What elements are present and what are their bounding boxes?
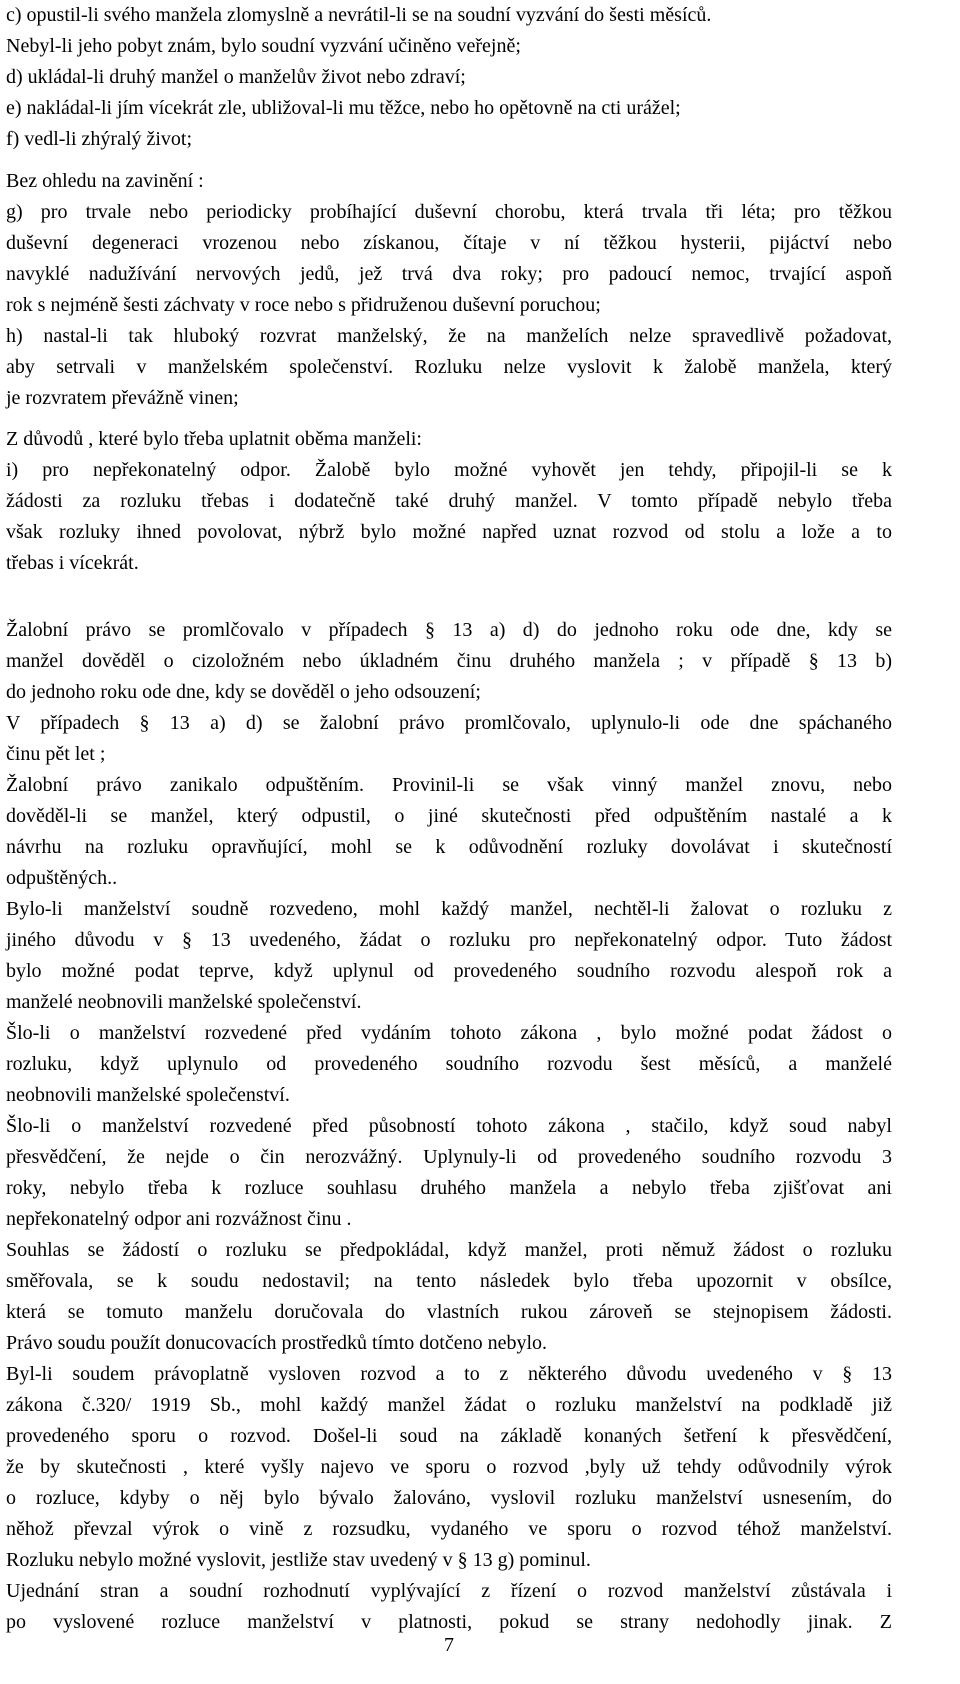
text-line: Žalobní právo zanikalo odpuštěním. Provinil-li se však vinný manžel znovu, nebo bbox=[6, 774, 892, 796]
text-line: manžel dověděl o cizoložném nebo úkladném činu druhého manžela ; v případě § 13 b) bbox=[6, 650, 892, 672]
text-line: přesvědčení, že nejde o čin nerozvážný. Uplynuly-li od provedeného soudního rozvodu 3 bbox=[6, 1146, 892, 1168]
page-number: 7 bbox=[444, 1634, 454, 1656]
text-line: bylo možné podat teprve, když uplynul od provedeného soudního rozvodu alespoň rok a bbox=[6, 960, 892, 982]
text-line: Šlo-li o manželství rozvedené před vydáním tohoto zákona , bylo možné podat žádost o bbox=[6, 1022, 892, 1044]
text-line: rok s nejméně šesti záchvaty v roce nebo s přidruženou duševní poruchou; bbox=[6, 294, 601, 316]
text-line: Byl-li soudem právoplatně vysloven rozvod a to z některého důvodu uvedeného v § 13 bbox=[6, 1363, 892, 1385]
text-line: jiného důvodu v § 13 uvedeného, žádat o rozluku pro nepřekonatelný odpor. Tuto žádost bbox=[6, 929, 892, 951]
text-line: odpuštěných.. bbox=[6, 867, 118, 889]
text-line: neobnovili manželské společenství. bbox=[6, 1084, 290, 1106]
text-line: dověděl-li se manžel, který odpustil, o jiné skutečnosti před odpuštěním nastalé a k bbox=[6, 805, 892, 827]
grounds-both-spouses bbox=[6, 424, 892, 579]
text-line: d) ukládal-li druhý manžel o manželův život nebo zdraví; bbox=[6, 66, 466, 88]
text-line: rozluku, když uplynulo od provedeného soudního rozvodu šest měsíců, a manželé bbox=[6, 1053, 892, 1075]
text-line: směřovala, se k soudu nedostavil; na tento následek bylo třeba upozornit v obsílce, bbox=[6, 1270, 892, 1292]
text-line: h) nastal-li tak hluboký rozvrat manželský, že na manželích nelze spravedlivě požadovat, bbox=[6, 325, 892, 347]
text-line: roky, nebylo třeba k rozluce souhlasu druhého manžela a nebylo třeba zjišťovat ani bbox=[6, 1177, 892, 1199]
text-line: o rozluce, kdyby o něj bylo bývalo žalováno, vyslovil rozluku manželství usnesením, do bbox=[6, 1487, 892, 1509]
text-line: navyklé nadužívání nervových jedů, jež trvá dva roky; pro padoucí nemoc, trvající aspoň bbox=[6, 263, 892, 285]
text-line: duševní degeneraci vrozenou nebo získanou, čítaje v ní těžkou hysterii, pijáctví nebo bbox=[6, 232, 892, 254]
text-line: g) pro trvale nebo periodicky probíhající duševní chorobu, která trvala tři léta; pro těžkou bbox=[6, 201, 892, 223]
grounds-list-c-f bbox=[6, 0, 892, 155]
text-line: Nebyl-li jeho pobyt znám, bylo soudní vyzvání učiněno veřejně; bbox=[6, 35, 521, 57]
grounds-without-fault bbox=[6, 166, 892, 414]
text-line: c) opustil-li svého manžela zlomyslně a nevrátil-li se na soudní vyzvání do šesti měsíců. bbox=[6, 4, 712, 26]
text-line: nepřekonatelný odpor ani rozvážnost činu . bbox=[6, 1208, 352, 1230]
text-line: manželé neobnovili manželské společenství. bbox=[6, 991, 362, 1013]
text-line: Bylo-li manželství soudně rozvedeno, mohl každý manžel, nechtěl-li žalovat o rozluku z bbox=[6, 898, 892, 920]
text-line: V případech § 13 a) d) se žalobní právo promlčovalo, uplynulo-li ode dne spáchaného bbox=[6, 712, 892, 734]
text-line: Právo soudu použít donucovacích prostředků tímto dotčeno nebylo. bbox=[6, 1332, 548, 1354]
text-line: Souhlas se žádostí o rozluku se předpokládal, když manžel, proti němuž žádost o rozluku bbox=[6, 1239, 892, 1261]
text-line: po vyslovené rozluce manželství v platnosti, pokud se strany nedohodly jinak. Z bbox=[6, 1611, 892, 1633]
text-line: Rozluku nebylo možné vyslovit, jestliže stav uvedený v § 13 g) pominul. bbox=[6, 1549, 591, 1571]
text-line: do jednoho roku ode dne, kdy se dověděl o jeho odsouzení; bbox=[6, 681, 481, 703]
text-line: aby setrvali v manželském společenství. Rozluku nelze vyslovit k žalobě manžela, který bbox=[6, 356, 892, 378]
section-heading: Z důvodů , které bylo třeba uplatnit oběma manželi: bbox=[6, 428, 422, 450]
text-line: která se tomuto manželu doručovala do vlastních rukou zároveň se stejnopisem žádosti. bbox=[6, 1301, 892, 1323]
text-line: návrhu na rozluku opravňující, mohl se k odůvodnění rozluky dovolávat i skutečností bbox=[6, 836, 892, 858]
text-line: něhož převzal výrok o vině z rozsudku, vydaného ve sporu o rozvod téhož manželství. bbox=[6, 1518, 892, 1540]
text-line: žádosti za rozluku třebas i dodatečně také druhý manžel. V tomto případě nebylo třeba bbox=[6, 490, 892, 512]
text-line: je rozvratem převážně vinen; bbox=[6, 387, 239, 409]
text-line: Ujednání stran a soudní rozhodnutí vyplývající z řízení o rozvod manželství zůstávala i bbox=[6, 1580, 892, 1602]
text-line: třebas i vícekrát. bbox=[6, 552, 139, 574]
document-page bbox=[6, 0, 896, 1684]
text-line: provedeného sporu o rozvod. Došel-li soud na základě konaných šetření k přesvědčení, bbox=[6, 1425, 892, 1447]
section-heading: Bez ohledu na zavinění : bbox=[6, 170, 204, 192]
text-line: zákona č.320/ 1919 Sb., mohl každý manžel žádat o rozluku manželství na podkladě již bbox=[6, 1394, 892, 1416]
limitation-and-procedure bbox=[6, 615, 892, 1638]
text-line: i) pro nepřekonatelný odpor. Žalobě bylo možné vyhovět jen tehdy, připojil-li se k bbox=[6, 459, 892, 481]
text-line: činu pět let ; bbox=[6, 743, 106, 765]
text-line: e) nakládal-li jím vícekrát zle, ubližoval-li mu těžce, nebo ho opětovně na cti urážel; bbox=[6, 97, 681, 119]
text-line: však rozluky ihned povolovat, nýbrž bylo možné napřed uznat rozvod od stolu a lože a to bbox=[6, 521, 892, 543]
text-line: f) vedl-li zhýralý život; bbox=[6, 128, 193, 150]
text-line: Šlo-li o manželství rozvedené před působností tohoto zákona , stačilo, když soud nabyl bbox=[6, 1115, 892, 1137]
text-line: že by skutečnosti , které vyšly najevo ve sporu o rozvod ,byly už tehdy odůvodnily výrok bbox=[6, 1456, 892, 1478]
text-line: Žalobní právo se promlčovalo v případech § 13 a) d) do jednoho roku ode dne, kdy se bbox=[6, 619, 892, 641]
